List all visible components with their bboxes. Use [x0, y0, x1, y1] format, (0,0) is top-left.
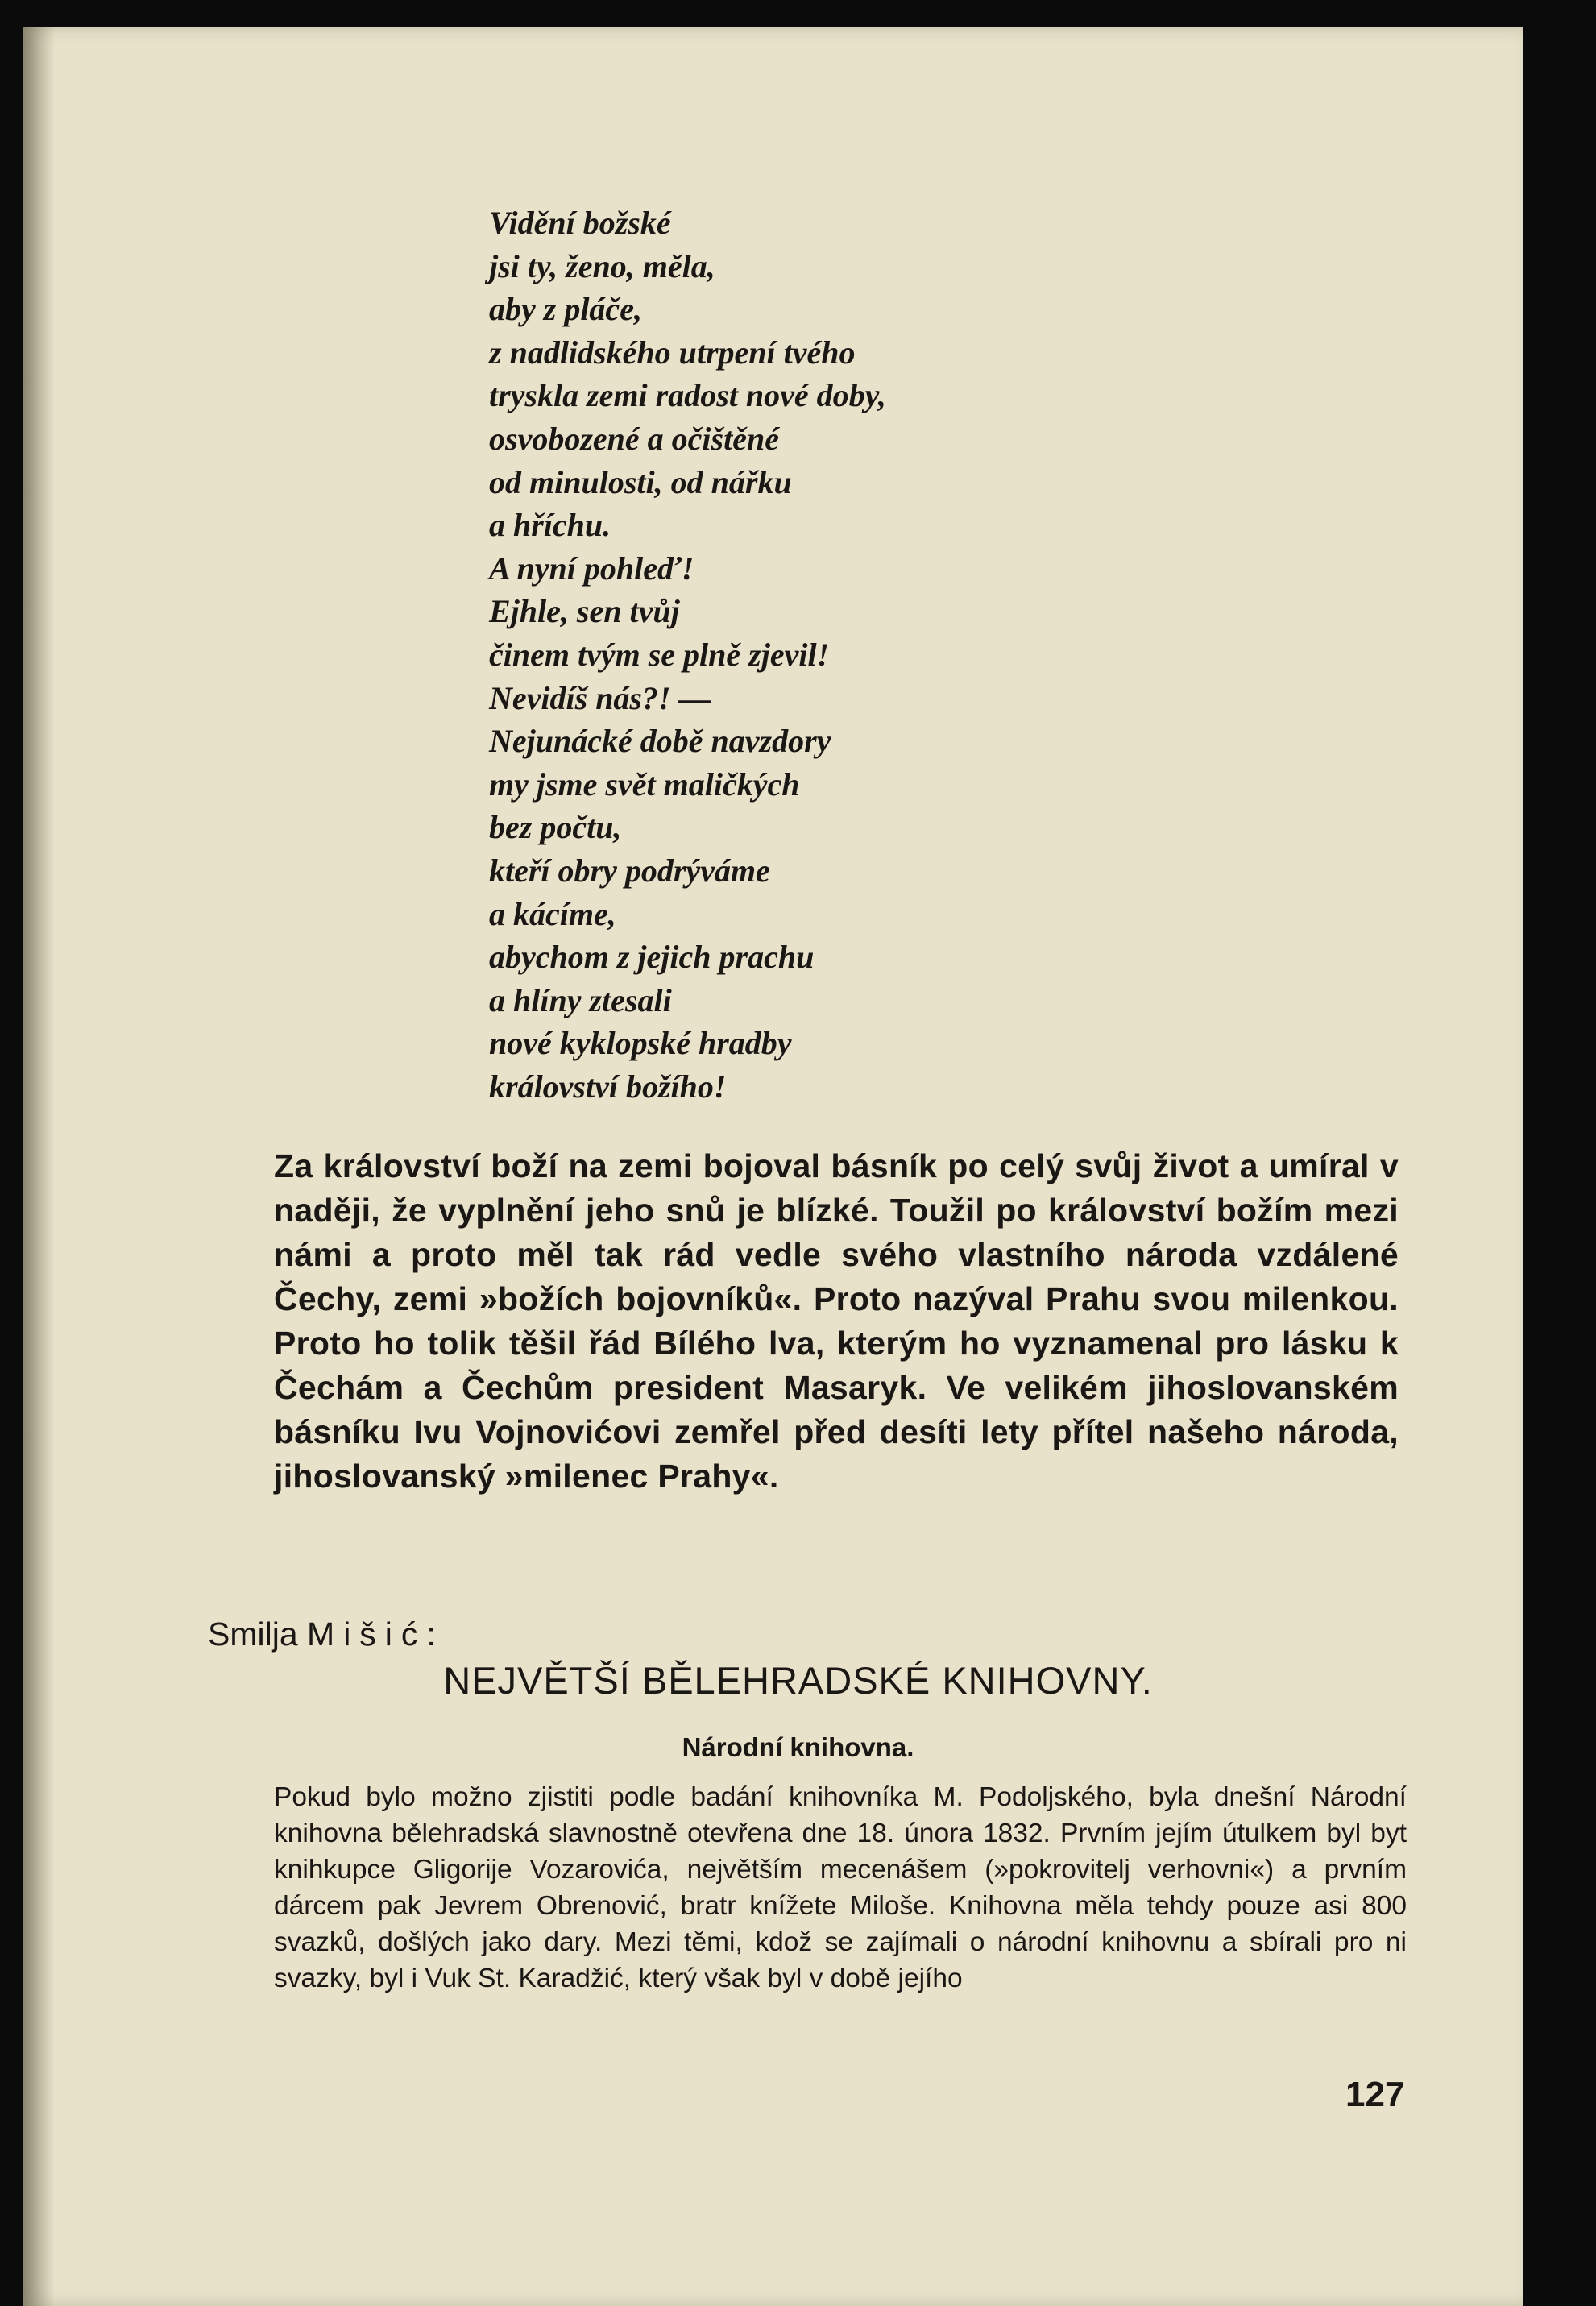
- poem-line: tryskla zemi radost nové doby,: [489, 377, 886, 414]
- article-title: NEJVĚTŠÍ BĚLEHRADSKÉ KNIHOVNY.: [443, 1659, 1153, 1702]
- poem-line: nové kyklopské hradby: [489, 1025, 792, 1062]
- poem-line: my jsme svět maličkých: [489, 765, 800, 803]
- poem-line: Vidění božské: [489, 205, 671, 241]
- poem-line: bez počtu,: [489, 809, 622, 846]
- scan-border: [1523, 32, 1596, 2306]
- poem-line: Nejunácké době navzdory: [489, 723, 831, 760]
- poem-line: činem tvým se plně zjevil!: [489, 636, 830, 673]
- poem-line: A nyní pohleď!: [489, 550, 694, 587]
- spine-shadow: [23, 27, 55, 2306]
- author-surname: Mišić:: [307, 1615, 445, 1653]
- page-number: 127: [1345, 2075, 1405, 2114]
- poem-line: a kácíme,: [489, 895, 616, 932]
- poem-line: království božího!: [489, 1068, 727, 1105]
- poem-line: z nadlidského utrpení tvého: [489, 334, 856, 371]
- poem-line: aby z pláče,: [489, 291, 642, 328]
- poem-line: a hlíny ztesali: [489, 981, 672, 1018]
- poem-line: osvobozené a očištěné: [489, 420, 779, 457]
- author-first-name: Smilja: [208, 1615, 298, 1653]
- poem-line: Nevidíš nás?! —: [489, 679, 711, 716]
- poem-line: jsi ty, ženo, měla,: [489, 247, 715, 284]
- poem-line: od minulosti, od nářku: [489, 463, 792, 500]
- poem-line: a hříchu.: [489, 507, 611, 544]
- poem: [489, 201, 1375, 1108]
- section-subtitle: Národní knihovna.: [682, 1732, 914, 1762]
- poem-line: Ejhle, sen tvůj: [489, 593, 680, 630]
- article-author: [208, 1615, 445, 1653]
- article-paragraph: Pokud bylo možno zjistiti podle badání knihovníka M. Podoljského, byla dnešní Národní knihovna bělehradská slavnostně otevřena dne 18. února 1832. Prvním jejím útulkem byl byt knihkupce Gligorije Vozarovića, největším mecenášem (»pokrovitelj verhovni«) a prvním dárcem pak Jevrem Obrenović, bratr knížete Miloše. Knihovna měla tehdy pouze asi 800 svazků, došlých jako dary. Mezi těmi, kdož se zajímali o národní knihovnu a sbírali pro ni svazky, byl i Vuk St. Karadžić, který však byl v době jejího: [274, 1782, 1407, 1993]
- commentary-paragraph: Za království boží na zemi bojoval básník po celý svůj život a umíral v naději, že vyplnění jeho snů je blízké. Toužil po království božím mezi námi a proto měl tak rád vedle svého vlastního národa vzdálené Čechy, zemi »božích bojovníků«. Proto nazýval Prahu svou milenkou. Proto ho tolik těšil řád Bílého lva, kterým ho vyznamenal pro lásku k Čechám a Čechům president Masaryk. Ve velikém jihoslovanském básníku Ivu Vojnovićovi zemřel před desíti lety přítel našeho národa, jihoslovanský »milenec Prahy«.: [274, 1147, 1399, 1495]
- poem-line: kteří obry podrýváme: [489, 852, 770, 889]
- poem-line: abychom z jejich prachu: [489, 939, 815, 976]
